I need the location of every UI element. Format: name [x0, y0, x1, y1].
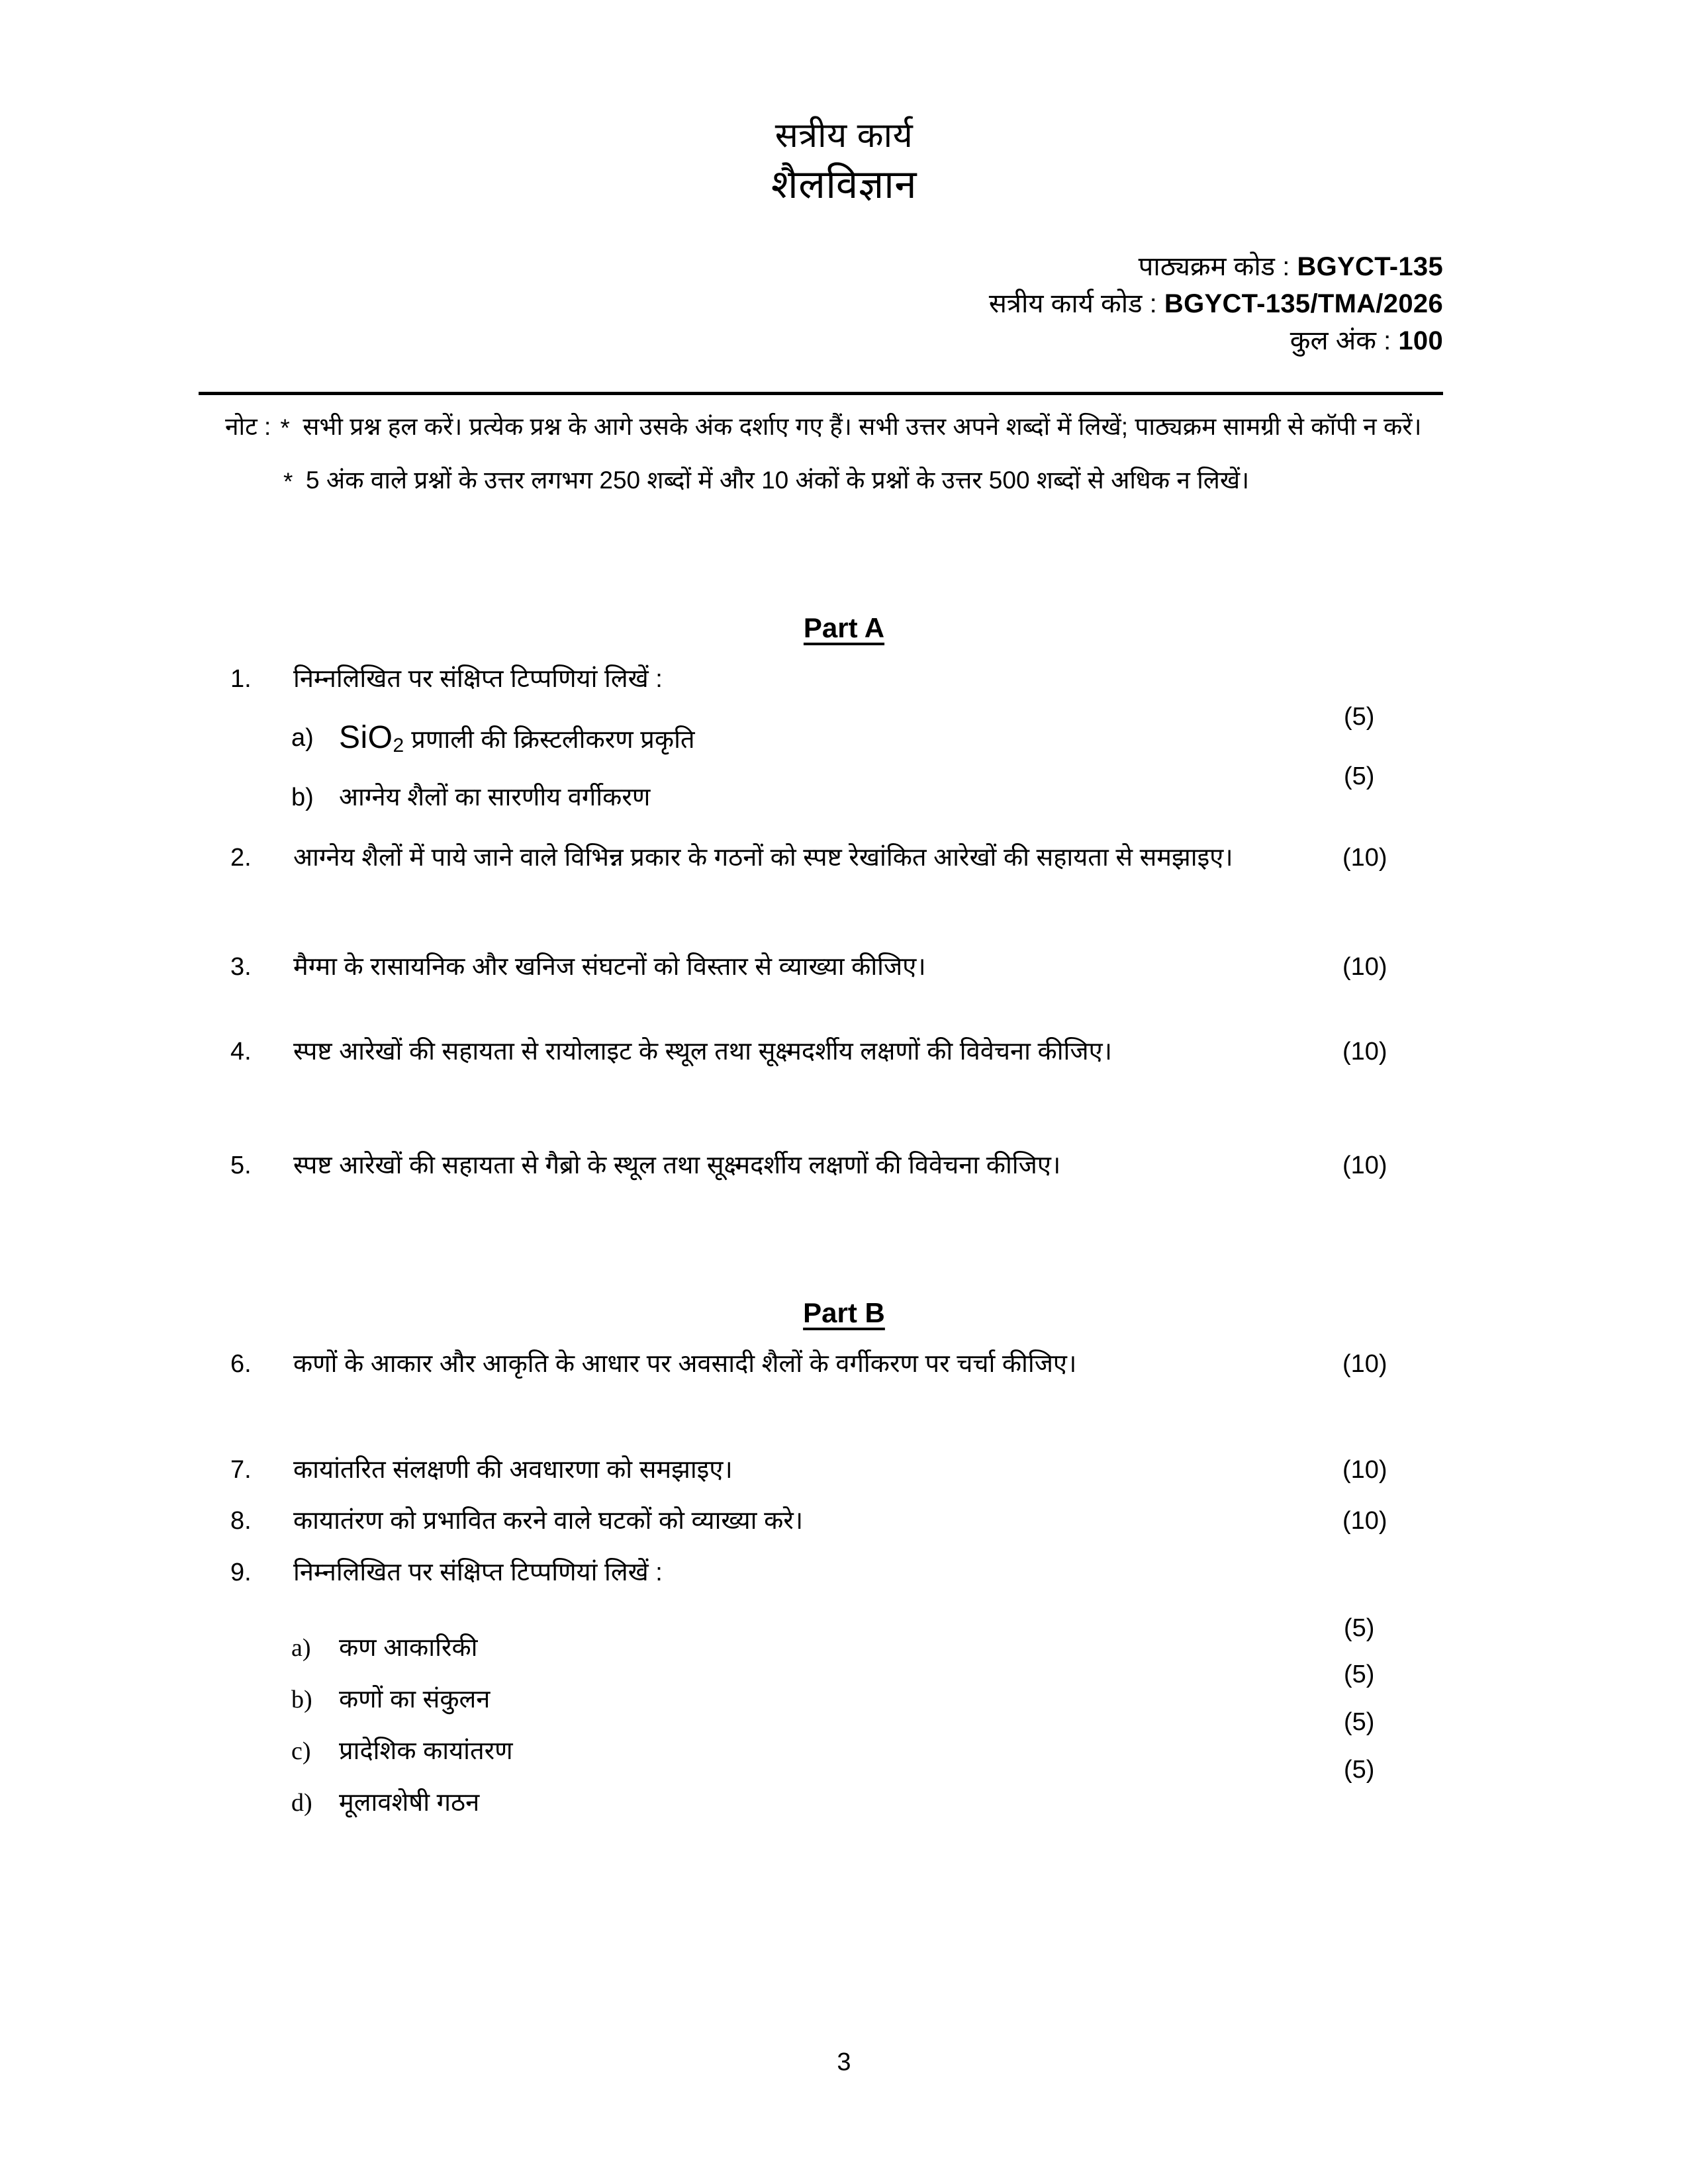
subitem-marks: (5)	[1344, 703, 1375, 731]
question-number: 4.	[230, 1038, 252, 1066]
question-text: कायांतरित संलक्षणी की अवधारणा को समझाइए।	[293, 1456, 733, 1484]
subitem-text-rest: प्रणाली की क्रिस्टलीकरण प्रकृति	[404, 726, 695, 754]
question-row-3	[230, 946, 1442, 987]
question-text: कणों के आकार और आकृति के आधार पर अवसादी शैलों के वर्गीकरण पर चर्चा कीजिए।	[293, 1350, 1077, 1378]
assignment-code-row	[245, 285, 1443, 322]
course-code-row	[245, 248, 1443, 285]
page-number: 3	[837, 2048, 851, 2076]
total-marks-label: कुल अंक :	[1289, 326, 1391, 355]
page-title-subject: शैलविज्ञान	[771, 162, 917, 206]
question-number: 5.	[230, 1152, 252, 1179]
question-number: 6.	[230, 1350, 252, 1378]
subitem-letter: b)	[291, 784, 314, 811]
assignment-code-label: सत्रीय कार्य कोड :	[988, 289, 1157, 318]
question-row-7	[230, 1449, 1442, 1490]
question-text: कायातंरण को प्रभावित करने वाले घटकों को व्याख्या करे।	[293, 1507, 804, 1535]
subitem-text: मूलावशेषी गठन	[339, 1789, 480, 1817]
question-text: निम्नलिखित पर संक्षिप्त टिप्पणियां लिखें :	[293, 1559, 663, 1586]
subitem-letter: a)	[291, 724, 314, 752]
note-label: नोट :	[225, 413, 271, 440]
question-row-1	[230, 659, 1442, 700]
subitem-row-9b	[291, 1661, 1443, 1719]
question-number: 8.	[230, 1507, 252, 1535]
note-bullet-icon: *	[283, 468, 293, 495]
question-text: निम्नलिखित पर संक्षिप्त टिप्पणियां लिखें :	[293, 665, 663, 693]
course-code-label: पाठ्यक्रम कोड :	[1138, 252, 1290, 281]
notes-block	[225, 409, 1443, 499]
page-title-assignment: सत्रीय कार्य	[774, 116, 914, 155]
subitem-text	[339, 718, 1332, 766]
question-text: आग्नेय शैलों में पाये जाने वाले विभिन्न प्रकार के गठनों को स्पष्ट रेखांकित आरेखों की सहायता से समझाइए।	[293, 844, 1233, 872]
formula-subscript: 2	[393, 735, 404, 756]
question-marks: (10)	[1342, 1456, 1387, 1484]
subitem-marks: (5)	[1344, 1661, 1375, 1688]
total-marks-value: 100	[1398, 326, 1443, 355]
question-marks: (10)	[1342, 1152, 1387, 1179]
total-marks-row	[245, 322, 1443, 359]
formula-sio2	[339, 720, 404, 755]
subitem-letter: a)	[291, 1634, 311, 1662]
question-number: 2.	[230, 844, 252, 872]
subitem-letter: d)	[291, 1789, 312, 1817]
subitem-row-1a	[291, 703, 1443, 766]
subitem-row-9c	[291, 1708, 1443, 1771]
subitem-marks: (5)	[1344, 1614, 1375, 1642]
subitem-row-9d	[291, 1756, 1443, 1823]
subitem-text: कण आकारिकी	[339, 1634, 478, 1662]
header-divider	[199, 392, 1443, 395]
subitem-text: कणों का संकुलन	[339, 1686, 491, 1713]
note-text-2: 5 अंक वाले प्रश्नों के उत्तर लगभग 250 शब्दों में और 10 अंकों के प्रश्नों के उत्तर 500 शब्दों से अधिक न लिखें।	[306, 467, 1250, 494]
question-row-8	[230, 1500, 1442, 1541]
question-marks: (10)	[1342, 1507, 1387, 1535]
question-number: 1.	[230, 665, 252, 693]
subitem-text: प्रादेशिक कायांतरण	[339, 1737, 513, 1765]
subitem-text: आग्नेय शैलों का सारणीय वर्गीकरण	[339, 784, 651, 811]
section-heading-part-b: Part B	[803, 1297, 885, 1328]
question-row-6	[230, 1343, 1442, 1385]
question-row-4	[230, 1031, 1442, 1072]
course-code-value: BGYCT-135	[1297, 252, 1443, 281]
question-marks: (10)	[1342, 1350, 1387, 1378]
question-number: 7.	[230, 1456, 252, 1484]
subitem-marks: (5)	[1344, 762, 1375, 790]
section-heading-part-a: Part A	[803, 612, 885, 643]
note-bullet-icon: *	[280, 414, 290, 441]
subitem-marks: (5)	[1344, 1756, 1375, 1784]
question-number: 9.	[230, 1559, 252, 1586]
question-text: मैग्मा के रासायनिक और खनिज संघटनों को विस्तार से व्याख्या कीजिए।	[293, 953, 926, 981]
note-item-1	[225, 409, 1443, 445]
question-text: स्पष्ट आरेखों की सहायता से रायोलाइट के स्थूल तथा सूक्ष्मदर्शीय लक्षणों की विवेचना कीजिए।	[293, 1038, 1113, 1066]
document-title-block	[0, 113, 1688, 210]
question-row-2	[230, 837, 1442, 878]
question-marks: (10)	[1342, 1038, 1387, 1066]
subitem-letter: c)	[291, 1737, 311, 1765]
question-text: स्पष्ट आरेखों की सहायता से गैब्रो के स्थूल तथा सूक्ष्मदर्शीय लक्षणों की विवेचना कीजिए।	[293, 1152, 1061, 1179]
question-marks: (10)	[1342, 953, 1387, 981]
question-number: 3.	[230, 953, 252, 981]
note-text-1: सभी प्रश्न हल करें। प्रत्येक प्रश्न के आगे उसके अंक दर्शाए गए हैं। सभी उत्तर अपने शब्दों में लिखें; पाठ्यक्रम सामग्री से कॉपी न करें।	[303, 413, 1422, 440]
note-item-2	[225, 463, 1443, 499]
subitem-letter: b)	[291, 1686, 312, 1713]
course-meta-block	[245, 248, 1443, 359]
question-marks: (10)	[1342, 844, 1387, 872]
question-row-9	[230, 1552, 1442, 1593]
assignment-code-value: BGYCT-135/TMA/2026	[1164, 289, 1443, 318]
formula-base: SiO	[339, 720, 393, 755]
subitem-row-1b	[291, 762, 1443, 817]
subitem-row-9a	[291, 1614, 1443, 1668]
subitem-marks: (5)	[1344, 1708, 1375, 1736]
question-row-5	[230, 1145, 1442, 1186]
